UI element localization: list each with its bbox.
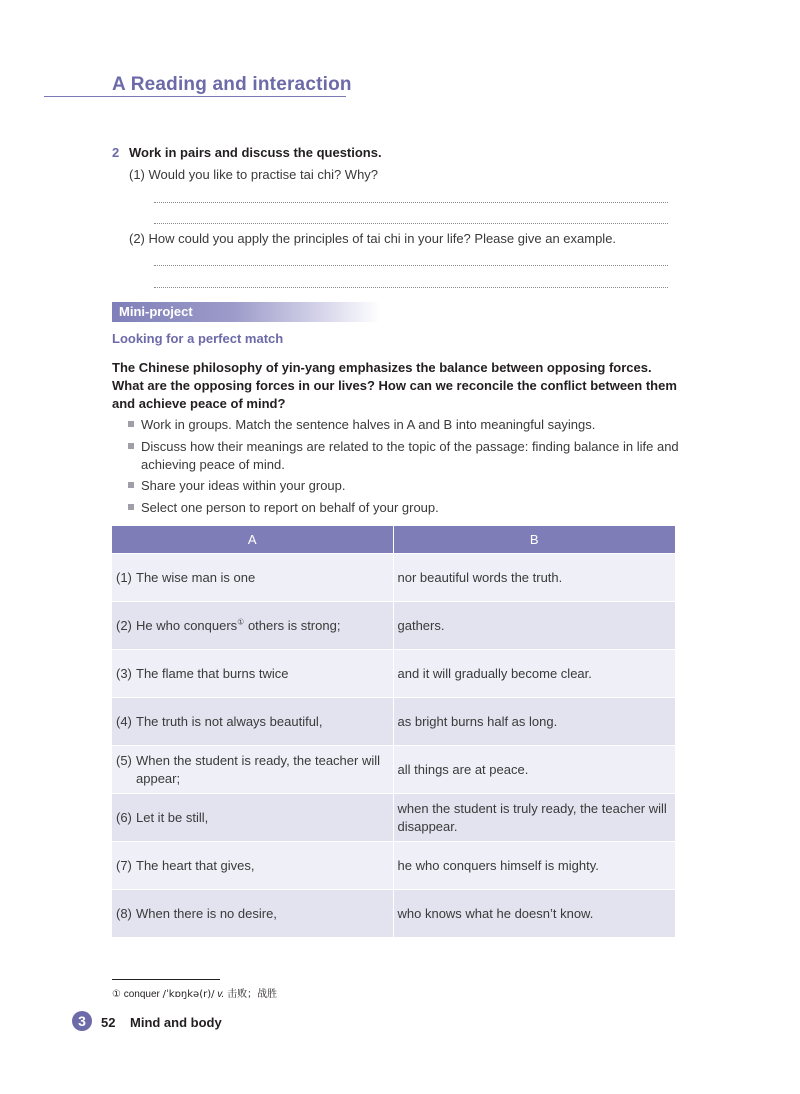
- sub-question-1: (1) Would you like to practise tai chi? Why?: [129, 167, 379, 182]
- footnote-pronunciation: /ˈkɒŋkə(r)/: [162, 989, 215, 1000]
- instruction-list: [128, 416, 680, 520]
- footnote-mark: ①: [112, 989, 121, 1000]
- saying-second-half: as bright burns half as long.: [393, 698, 675, 746]
- mini-project-subheading: Looking for a perfect match: [112, 331, 284, 346]
- unit-title: Mind and body: [130, 1015, 222, 1030]
- saying-second-half: gathers.: [393, 602, 675, 650]
- answer-line[interactable]: [154, 287, 668, 288]
- section-title: A Reading and interaction: [112, 74, 352, 95]
- bullet-square-icon: [128, 504, 134, 510]
- saying-first-half: The truth is not always beautiful,: [136, 713, 323, 729]
- table-row: [112, 698, 675, 746]
- table-header-row: [112, 526, 675, 554]
- table-row: [112, 602, 675, 650]
- footnote-meaning: 击败；战胜: [227, 989, 278, 1000]
- cell-a: [112, 650, 393, 698]
- bullet-square-icon: [128, 421, 134, 427]
- section-title-rule: [44, 96, 346, 97]
- instruction-item: Share your ideas within your group.: [128, 477, 680, 495]
- instruction-item: Select one person to report on behalf of your group.: [128, 499, 680, 517]
- cell-a: [112, 842, 393, 890]
- table-row: [112, 650, 675, 698]
- mini-project-intro: The Chinese philosophy of yin-yang emphasizes the balance between opposing forces. What are the opposing forces in our lives? How can we reconcile the conflict between them and achieve peace of mind?: [112, 360, 677, 411]
- cell-a: [112, 794, 393, 842]
- row-number: (2): [116, 617, 132, 633]
- unit-badge: 3: [72, 1011, 92, 1031]
- answer-line[interactable]: [154, 202, 668, 203]
- instruction-item: Discuss how their meanings are related to the topic of the passage: finding balance in life and achieving peace of mind.: [128, 438, 680, 474]
- cell-a: [112, 890, 393, 938]
- cell-a: [112, 602, 393, 650]
- saying-first-half: The flame that burns twice: [136, 665, 289, 681]
- saying-second-half: who knows what he doesn’t know.: [393, 890, 675, 938]
- matching-table: [112, 526, 675, 938]
- row-number: (6): [116, 809, 132, 825]
- table-row: [112, 890, 675, 938]
- footnote-marker[interactable]: ①: [237, 617, 245, 627]
- instruction-item: Work in groups. Match the sentence halves in A and B into meaningful sayings.: [128, 416, 680, 434]
- saying-second-half: nor beautiful words the truth.: [393, 554, 675, 602]
- page-number: 52: [101, 1015, 116, 1030]
- saying-second-half: when the student is truly ready, the teacher will disappear.: [393, 794, 675, 842]
- table-row: [112, 554, 675, 602]
- mini-project-label: Mini-project: [119, 304, 193, 319]
- saying-first-half: When there is no desire,: [136, 905, 277, 921]
- cell-a: [112, 554, 393, 602]
- row-number: (7): [116, 857, 132, 873]
- table-row: [112, 746, 675, 794]
- saying-second-half: and it will gradually become clear.: [393, 650, 675, 698]
- saying-first-half: He who conquers① others is strong;: [136, 617, 341, 633]
- cell-a: [112, 698, 393, 746]
- row-number: (8): [116, 905, 132, 921]
- saying-second-half: he who conquers himself is mighty.: [393, 842, 675, 890]
- column-header-b: B: [393, 526, 675, 554]
- table-row: [112, 842, 675, 890]
- saying-first-half: When the student is ready, the teacher will appear;: [136, 752, 380, 786]
- question-number: 2: [112, 145, 120, 160]
- footnote-part-of-speech: v.: [217, 989, 225, 1000]
- saying-first-half: The heart that gives,: [136, 857, 255, 873]
- row-number: (1): [116, 569, 132, 585]
- answer-line[interactable]: [154, 223, 668, 224]
- saying-first-half: Let it be still,: [136, 809, 209, 825]
- row-number: (3): [116, 665, 132, 681]
- cell-a: [112, 746, 393, 794]
- saying-first-half: The wise man is one: [136, 569, 256, 585]
- column-header-a: A: [112, 526, 393, 554]
- footnote-rule: [112, 979, 220, 980]
- footnote: [112, 985, 277, 1000]
- table-row: [112, 794, 675, 842]
- bullet-square-icon: [128, 482, 134, 488]
- answer-line[interactable]: [154, 265, 668, 266]
- sub-question-2: (2) How could you apply the principles of tai chi in your life? Please give an example.: [129, 231, 617, 246]
- saying-second-half: all things are at peace.: [393, 746, 675, 794]
- footnote-word: conquer: [123, 989, 160, 1000]
- row-number: (4): [116, 713, 132, 729]
- question-heading: Work in pairs and discuss the questions.: [129, 145, 382, 160]
- row-number: (5): [116, 752, 132, 768]
- bullet-square-icon: [128, 443, 134, 449]
